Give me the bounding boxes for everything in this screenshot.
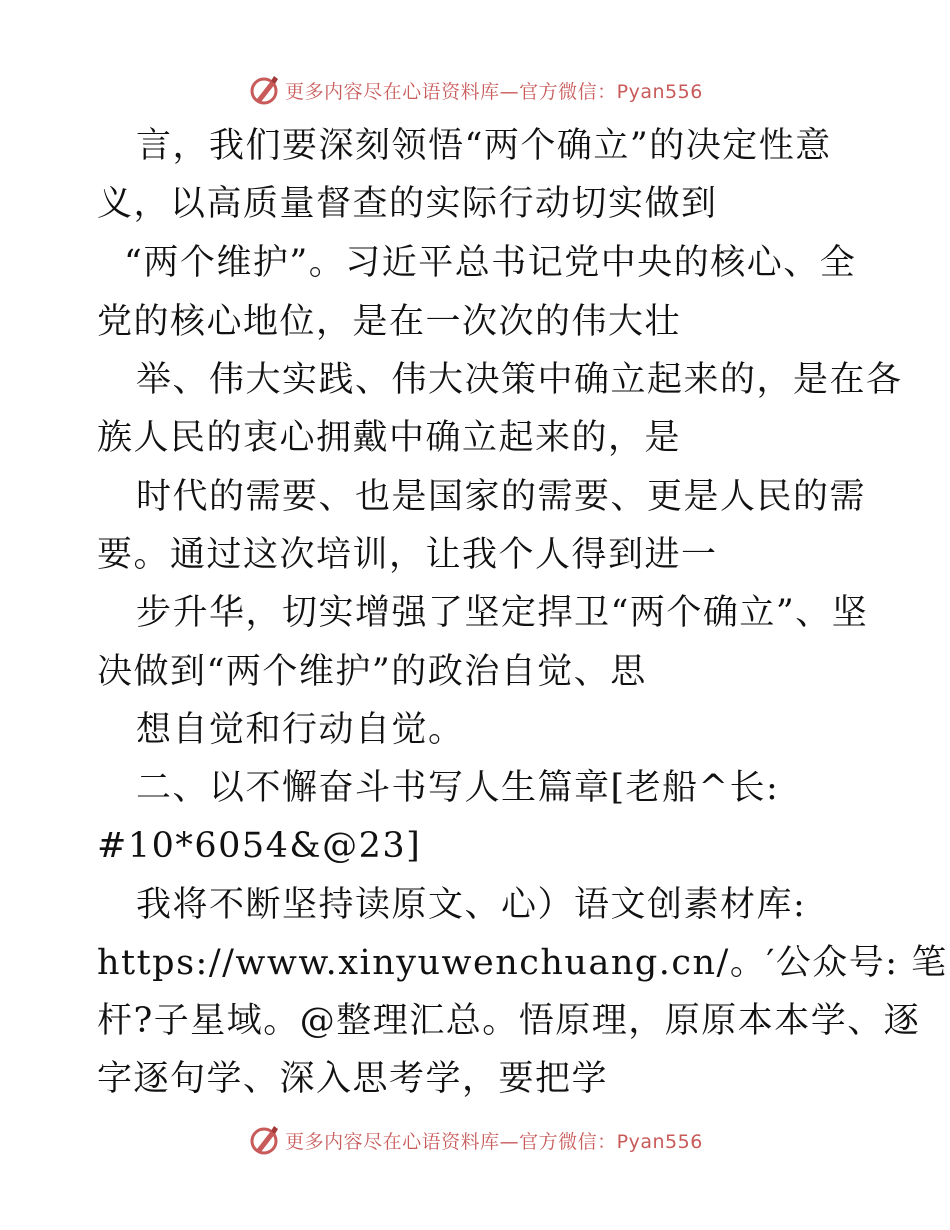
text-line: 党的核心地位，是在一次次的伟大壮: [97, 302, 682, 342]
text-line: 杆?子星域。@整理汇总。悟原理，原原本本学、逐: [97, 1001, 921, 1041]
text-line: 言，我们要深刻领悟“两个确立”的决定性意: [136, 126, 832, 166]
pen-in-circle-logo-icon: [247, 1122, 283, 1158]
section-heading: 二、以不懈奋斗书写人生篇章[老船^长:: [136, 768, 780, 808]
watermark-text: 更多内容尽在心语资料库—官方微信：Pyan556: [285, 80, 703, 103]
text-line: 时代的需要、也是国家的需要、更是人民的需: [136, 477, 867, 517]
text-line: 族人民的衷心拥戴中确立起来的，是: [97, 418, 682, 458]
text-line: 要。通过这次培训，让我个人得到进一: [97, 535, 718, 575]
footer-watermark: [0, 1120, 950, 1160]
text-line: 决做到“两个维护”的政治自觉、思: [97, 652, 647, 692]
text-line: 我将不断坚持读原文、心）语文创素材库:: [136, 885, 807, 925]
text-line: “两个维护”。习近平总书记党中央的核心、全: [124, 243, 857, 283]
text-line: 想自觉和行动自觉。: [136, 710, 465, 750]
text-line: 字逐句学、深入思考学，要把学: [97, 1059, 609, 1099]
text-line: #10*6054&@23]: [97, 826, 422, 866]
text-line: 义，以高质量督查的实际行动切实做到: [97, 184, 718, 224]
text-line: https://www.xinyuwenchuang.cn/。′公众号: 笔: [97, 943, 948, 983]
watermark-text: 更多内容尽在心语资料库—官方微信：Pyan556: [285, 1130, 703, 1153]
text-line: 举、伟大实践、伟大决策中确立起来的，是在各: [136, 360, 903, 400]
text-line: 步升华，切实增强了坚定捍卫“两个确立”、坚: [136, 593, 869, 633]
